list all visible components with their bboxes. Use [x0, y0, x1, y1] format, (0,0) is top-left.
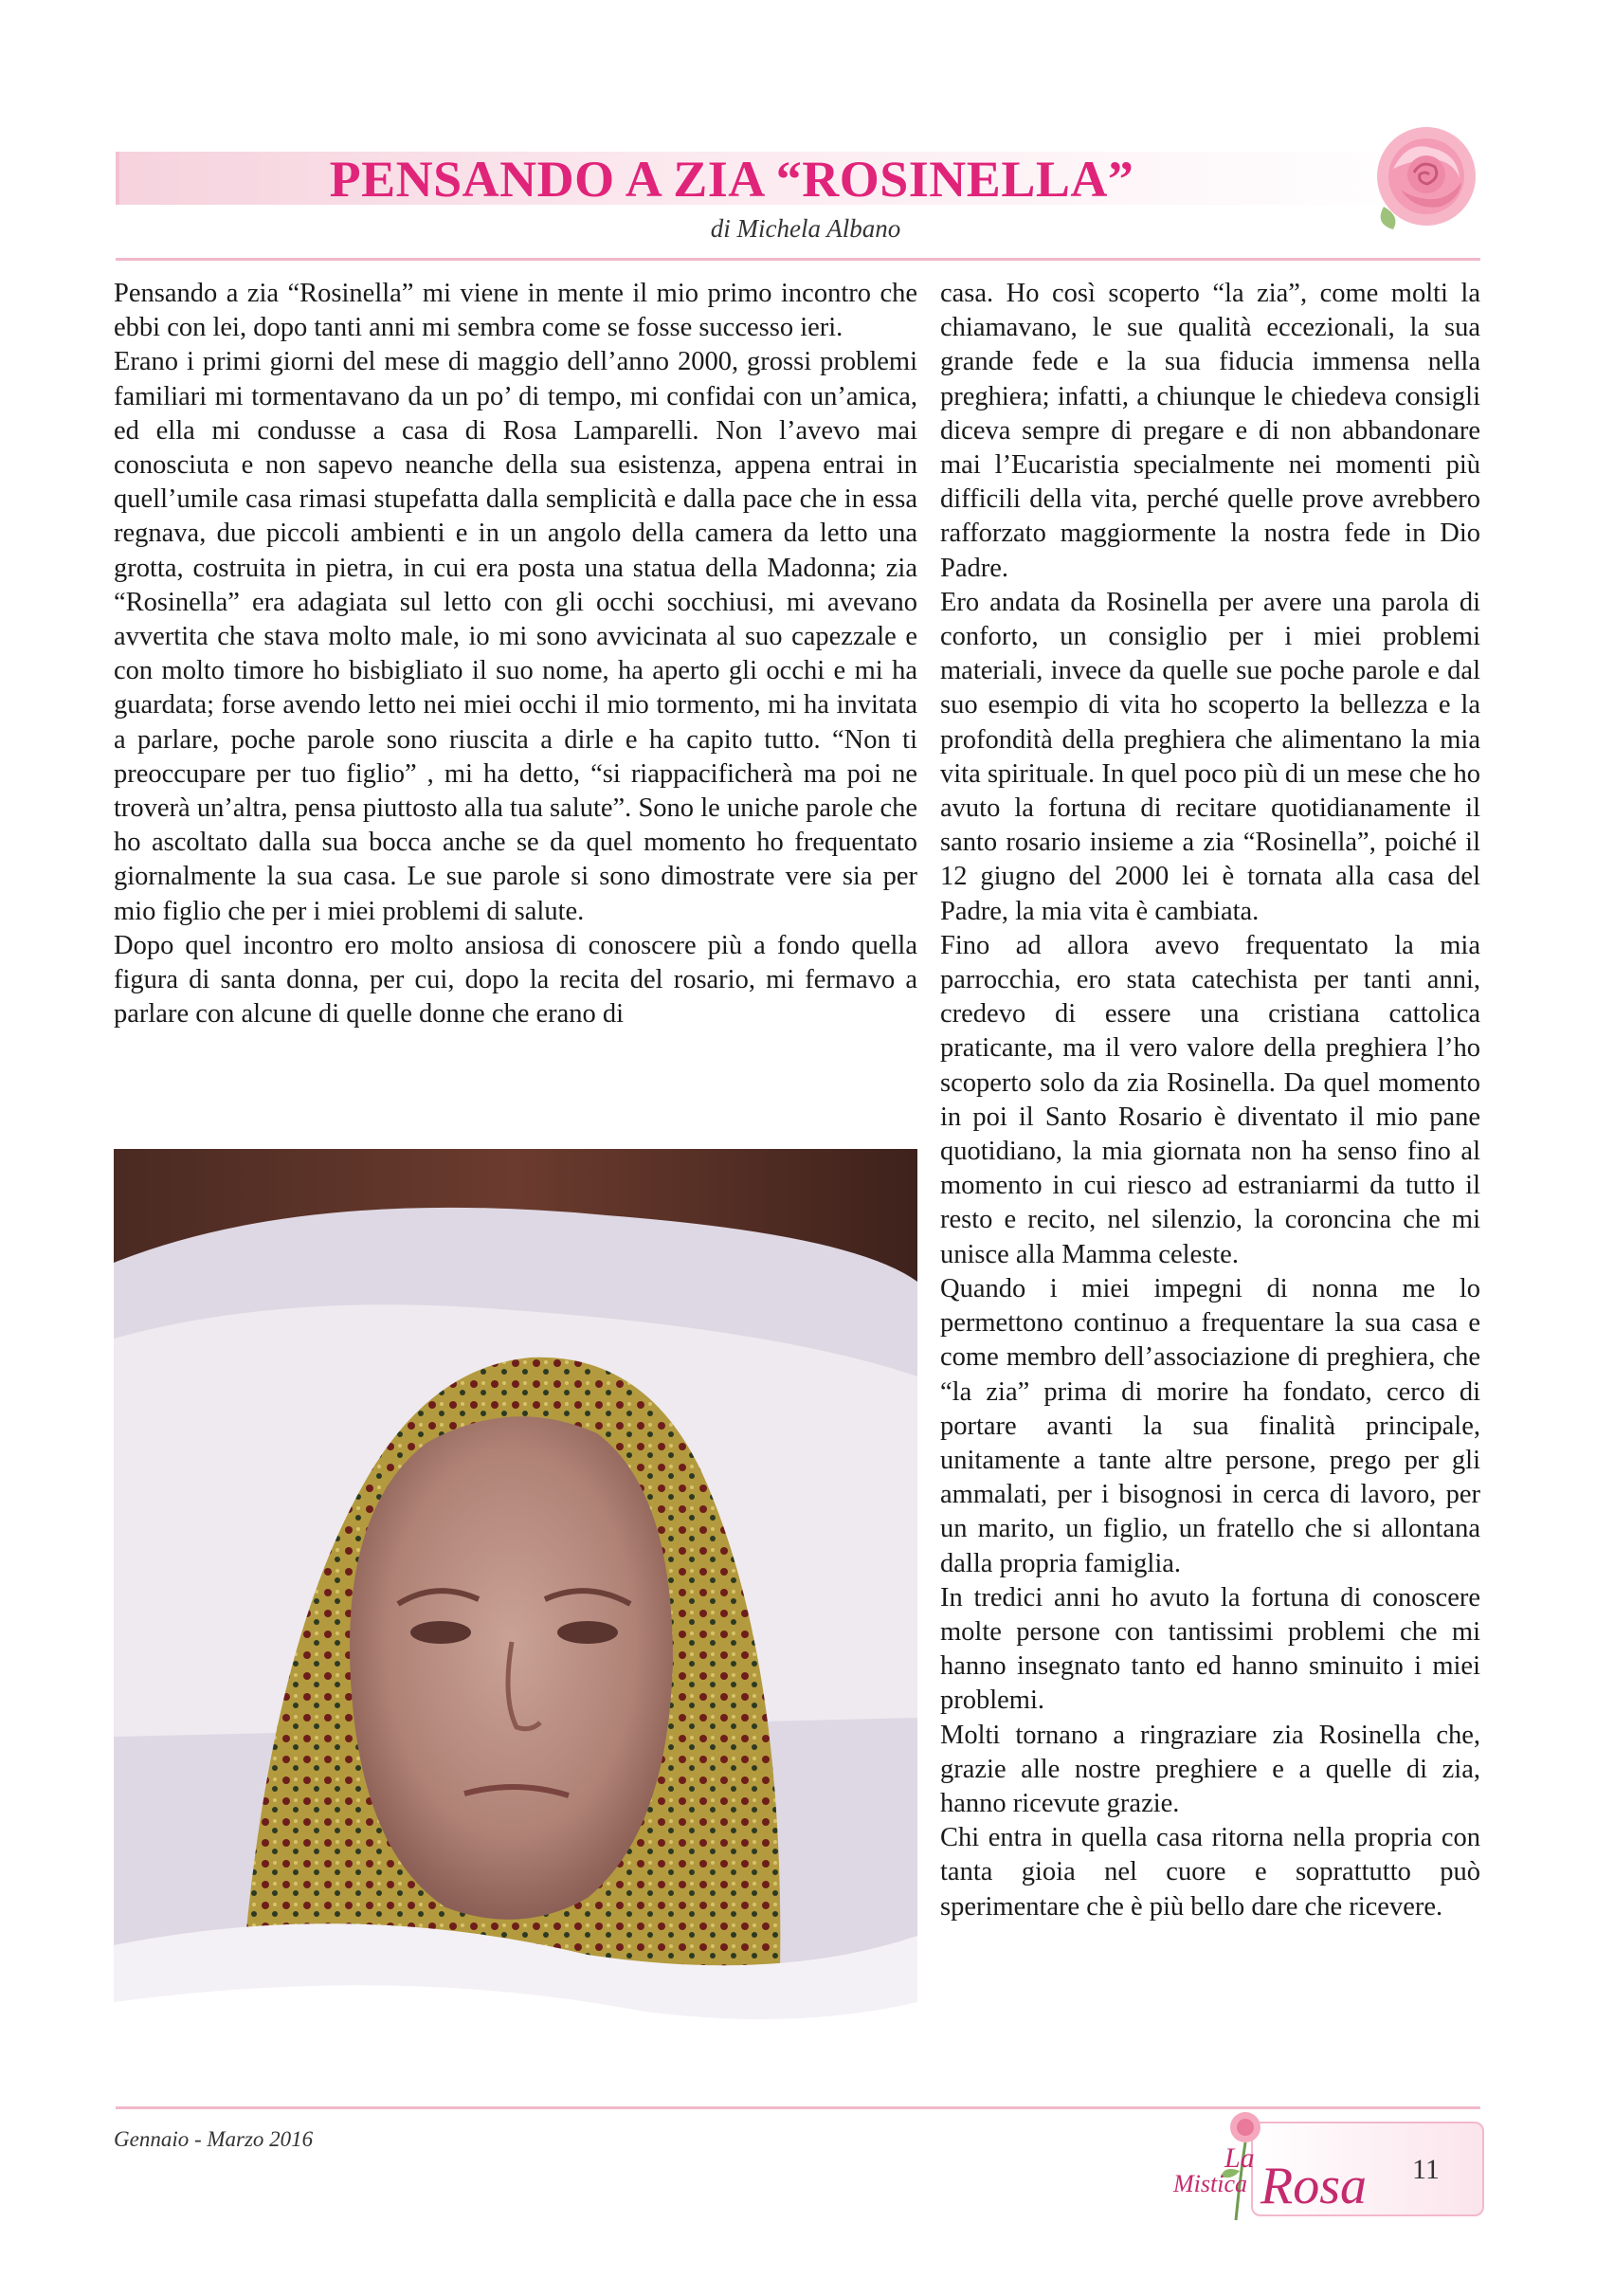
paragraph: Ero andata da Rosinella per avere una parola di conforto, un consiglio per i miei problemi materiali, invece da quelle sue poche parole e dal suo esempio di vita ho scoperto la bellezza e la profondità della preghiera che alimentano la mia vita spirituale. In quel poco più di un mese che ho avuto la fortuna di recitare quotidianamente il santo rosario insieme a zia “Rosinella”, poiché il 12 giugno del 2000 lei è tornata alla casa del Padre, la mia vita è cambiata. — [940, 587, 1480, 926]
portrait-photo — [114, 1149, 917, 2081]
rose-icon — [1365, 112, 1488, 235]
paragraph: Dopo quel incontro ero molto ansiosa di conoscere più a fondo quella figura di santa donna, per cui, dopo la recita del rosario, mi fermavo a parlare con alcune di quelle donne che erano di — [114, 930, 917, 1030]
page-number: 11 — [1412, 2154, 1440, 2185]
page-title: PENSANDO A ZIA “ROSINELLA” — [329, 151, 1134, 208]
paragraph: Pensando a zia “Rosinella” mi viene in mente il mio primo incontro che ebbi con lei, dopo tanti anni mi sembra come se fosse successo ieri. — [114, 279, 917, 343]
paragraph: Molti tornano a ringraziare zia Rosinella che, grazie alle nostre preghiere e a quelle di zia, hanno ricevute grazie. — [940, 1720, 1480, 1818]
magazine-logo — [1118, 2105, 1403, 2228]
paragraph: casa. Ho così scoperto “la zia”, come molti la chiamavano, le sue qualità eccezionali, la sua grande fede e la sua fiducia immensa nella preghiera; infatti, a chiunque le chiedeva consigli diceva sempre di pregare e di non abbandonare mai l’Eucaristia specialmente nei momenti più difficili della vita, perché quelle prove avrebbero rafforzato maggiormente la nostra fede in Dio Padre. — [940, 279, 1480, 583]
top-divider — [116, 258, 1480, 261]
issue-date: Gennaio - Marzo 2016 — [114, 2127, 314, 2151]
paragraph: Chi entra in quella casa ritorna nella propria con tanta gioia nel cuore e soprattutto può sperimentare che è più bello dare che ricevere. — [940, 1823, 1480, 1922]
paragraph: Quando i miei impegni di nonna me lo permettono continuo a frequentare la sua casa e come membro dell’associazione di preghiera, che “la zia” prima di morire ha fondato, cerco di portare avanti la sua finalità principale, unitamente a tante altre persone, prego per gli ammalati, per i bisognosi in cerca di lavoro, per un marito, un figlio, un fratello che si allontana dalla propria famiglia. — [940, 1273, 1480, 1578]
article-right-column — [940, 277, 1480, 1924]
paragraph: Erano i primi giorni del mese di maggio dell’anno 2000, grossi problemi familiari mi tormentavano da un po’ di tempo, mi confidai con un’amica, ed ella mi condusse a casa di Rosa Lamparelli. Non l’avevo mai conosciuta e non sapevo neanche della sua esistenza, appena entrai in quell’umile casa rimasi stupefatta dalla semplicità e dalla pace che in essa regnava, due piccoli ambienti e in un angolo della camera da letto una grotta, costruita in pietra, in cui era posta una statua della Madonna; zia “Rosinella” era adagiata sul letto con gli occhi socchiusi, mi avevano avvertita che stava molto male, io mi sono avvicinata al suo capezzale e con molto timore ho bisbigliato il suo nome, ha aperto gli occhi e mi ha guardata; forse avendo letto nei miei occhi il mio tormento, mi ha invitata a parlare, poche parole sono riuscita a dirle e ha capito tutto. “Non ti preoccupare per tuo figlio” , mi ha detto, “si riappacificherà ma poi ne troverà un’altra, pensa piuttosto alla tua salute”. Sono le uniche parole che ho ascoltato dalla sua bocca anche se da quel momento ho frequentato giornalmente la sua casa. Le sue parole si sono dimostrate vere sia per mio figlio che per i miei problemi di salute. — [114, 347, 917, 926]
article-left-column — [114, 277, 917, 1031]
author-byline: di Michela Albano — [710, 214, 901, 243]
logo-text-mistica: Mistica — [1173, 2170, 1247, 2197]
paragraph: In tredici anni ho avuto la fortuna di conoscere molte persone con tantissimi problemi che mi hanno insegnato tanto ed hanno sminuito i miei problemi. — [940, 1582, 1480, 1716]
logo-text-la: La — [1224, 2142, 1255, 2174]
logo-text-rosa: Rosa — [1260, 2157, 1367, 2215]
paragraph: Fino ad allora avevo frequentato la mia parrocchia, ero stata catechista per tanti anni, credevo di essere una cristiana cattolica praticante, ma il vero valore della preghiera l’ho scoperto solo da zia Rosinella. Da quel momento in poi il Santo Rosario è diventato il mio pane quotidiano, la mia giornata non ha senso fino al momento in cui riesco ad estraniarmi da tutto il resto e recito, nel silenzio, la coroncina che mi unisce alla Mamma celeste. — [940, 930, 1480, 1269]
